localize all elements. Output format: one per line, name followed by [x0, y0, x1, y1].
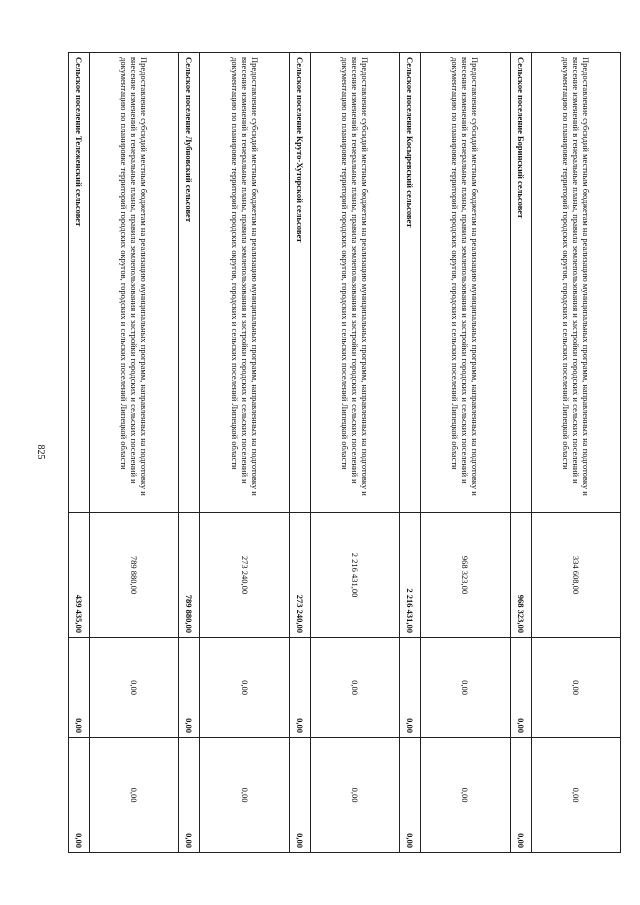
- row-description: Предоставление субсидий местным бюджетам на реализацию муниципальных программ, направленных на подготовку и внесение изменений в генеральные планы, правила землепользования и застройки городских и сельских поселений и документацию по планировке территорий городских округов, городских и сельских поселений Липецкой области: [531, 53, 620, 513]
- group-amount-1: 439 435,00: [69, 513, 90, 638]
- row-amount-3: 0,00: [90, 738, 179, 853]
- row-description: Предоставление субсидий местным бюджетам на реализацию муниципальных программ, направленных на подготовку и внесение изменений в генеральные планы, правила землепользования и застройки городских и сельских поселений и документацию по планировке территорий городских округов, городских и сельских поселений Липецкой области: [90, 53, 179, 513]
- page-number: 825: [35, 444, 46, 460]
- row-amount-3: 0,00: [421, 738, 510, 853]
- row-description: Предоставление субсидий местным бюджетам на реализацию муниципальных программ, направленных на подготовку и внесение изменений в генеральные планы, правила землепользования и застройки городских и сельских поселений и документацию по планировке территорий городских округов, городских и сельских поселений Липецкой области: [200, 53, 289, 513]
- table-group-row: [400, 53, 421, 853]
- group-title: Сельское поселение Тележенский сельсовет: [69, 53, 90, 513]
- group-amount-1: 968 323,00: [510, 513, 531, 638]
- group-amount-2: 0,00: [69, 638, 90, 738]
- row-amount-1: 789 880,00: [90, 513, 179, 638]
- group-amount-2: 0,00: [289, 638, 310, 738]
- row-amount-1: 334 608,00: [531, 513, 620, 638]
- row-amount-2: 0,00: [421, 638, 510, 738]
- row-amount-2: 0,00: [200, 638, 289, 738]
- row-amount-1: 273 240,00: [200, 513, 289, 638]
- row-amount-2: 0,00: [90, 638, 179, 738]
- group-amount-3: 0,00: [69, 738, 90, 853]
- group-title: Сельское поселение Боринский сельсовет: [510, 53, 531, 513]
- group-amount-2: 0,00: [510, 638, 531, 738]
- rotated-table-wrapper: [68, 52, 621, 852]
- table-row: [200, 53, 289, 853]
- row-amount-1: 968 323,00: [421, 513, 510, 638]
- row-amount-1: 2 216 431,00: [310, 513, 399, 638]
- table-row: [90, 53, 179, 853]
- table-row: [531, 53, 620, 853]
- group-amount-1: 2 216 431,00: [400, 513, 421, 638]
- group-amount-3: 0,00: [289, 738, 310, 853]
- row-description: Предоставление субсидий местным бюджетам на реализацию муниципальных программ, направленных на подготовку и внесение изменений в генеральные планы, правила землепользования и застройки городских и сельских поселений и документацию по планировке территорий городских округов, городских и сельских поселений Липецкой области: [310, 53, 399, 513]
- row-description: Предоставление субсидий местным бюджетам на реализацию муниципальных программ, направленных на подготовку и внесение изменений в генеральные планы, правила землепользования и застройки городских и сельских поселений и документацию по планировке территорий городских округов, городских и сельских поселений Липецкой области: [421, 53, 510, 513]
- row-amount-2: 0,00: [310, 638, 399, 738]
- group-amount-2: 0,00: [400, 638, 421, 738]
- group-title: Сельское поселение Круто-Хуторской сельсовет: [289, 53, 310, 513]
- group-amount-3: 0,00: [510, 738, 531, 853]
- table-group-row: [289, 53, 310, 853]
- group-amount-2: 0,00: [179, 638, 200, 738]
- row-amount-3: 0,00: [310, 738, 399, 853]
- row-amount-2: 0,00: [531, 638, 620, 738]
- table-group-row: [179, 53, 200, 853]
- table-group-row: [69, 53, 90, 853]
- group-amount-3: 0,00: [179, 738, 200, 853]
- table-row: [310, 53, 399, 853]
- row-amount-3: 0,00: [531, 738, 620, 853]
- group-title: Сельское поселение Лубновский сельсовет: [179, 53, 200, 513]
- budget-table-body: [69, 53, 621, 853]
- group-amount-3: 0,00: [400, 738, 421, 853]
- rotated-page-frame: [68, 52, 621, 852]
- table-row: [421, 53, 510, 853]
- group-title: Сельское поселение Косыревский сельсовет: [400, 53, 421, 513]
- group-amount-1: 789 880,00: [179, 513, 200, 638]
- row-amount-3: 0,00: [200, 738, 289, 853]
- group-amount-1: 273 240,00: [289, 513, 310, 638]
- budget-table: [68, 52, 621, 853]
- table-group-row: [510, 53, 531, 853]
